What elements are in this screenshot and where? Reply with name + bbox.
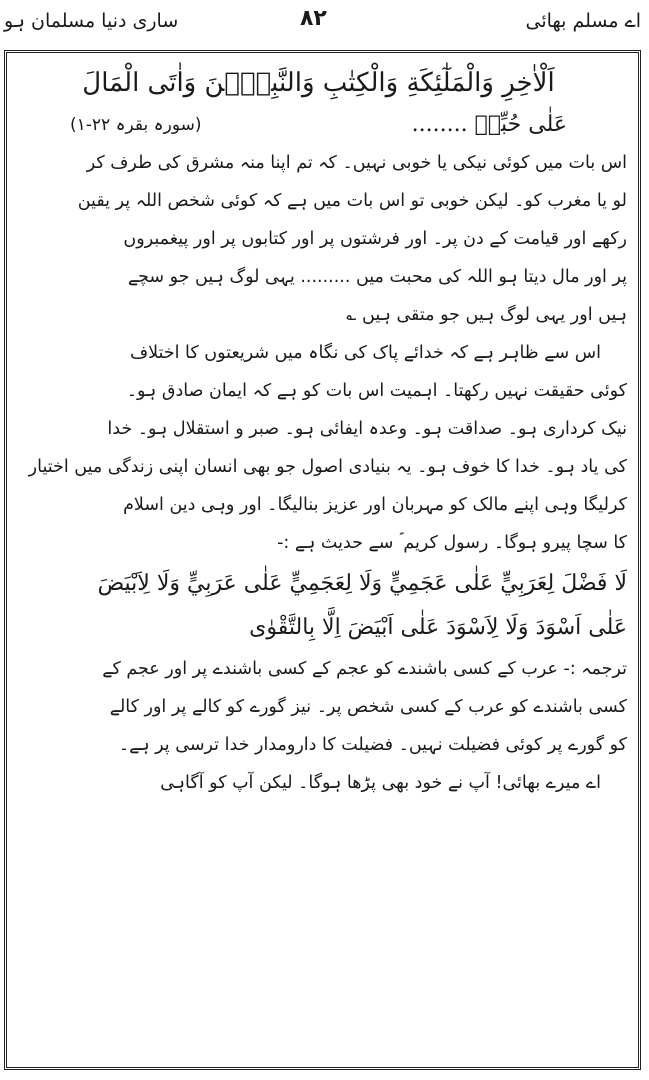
verse-reference: (سورہ بقرہ ۲۲-۱) (70, 115, 202, 135)
body-line: ہیں اور یہی لوگ ہیں جو متقی ہیں ؎ (346, 305, 627, 325)
hadith-line-1: لَا فَضْلَ لِعَرَبِيٍّ عَلٰى عَجَمِيٍّ وَلَا لِعَجَمِيٍّ عَلٰى عَرَبِيٍّ وَلَا لِاَبْيَضَ (97, 571, 627, 596)
translation-line: اے میرے بھائی! آپ نے خود بھی پڑھا ہوگا۔ لیکن آپ کو آگاہی (160, 773, 601, 793)
page-number: ۸۲ (300, 6, 327, 31)
body-line: کا سچا پیرو ہوگا۔ رسول کریم ؐ سے حدیث ہے :- (277, 533, 627, 553)
body-line: کی یاد ہو۔ خدا کا خوف ہو۔ یہ بنیادی اصول جو بھی انسان اپنی زندگی میں اختیار (28, 457, 627, 477)
translation-line: کسی باشندے کو عرب کے کسی شخص پر۔ نیز گورے کو کالے پر اور کالے (109, 697, 627, 717)
body-line: رکھے اور قیامت کے دن پر۔ اور فرشتوں پر اور کتابوں پر اور پیغمبروں (123, 229, 627, 249)
body-line: پر اور مال دیتا ہو اللہ کی محبت میں ......... یہی لوگ ہیں جو سچے (127, 267, 627, 287)
translation-line: کو گورے پر کوئی فضیلت نہیں۔ فضیلت کا دارومدار خدا ترسی پر ہے۔ (118, 735, 627, 755)
body-line: لو یا مغرب کو۔ لیکن خوبی تو اس بات میں ہے کہ کوئی شخص اللہ پر یقین (77, 191, 627, 211)
body-line: اس سے ظاہر ہے کہ خدائے پاک کی نگاہ میں شریعتوں کا اختلاف (129, 343, 601, 363)
verse-line-2 (10, 106, 627, 144)
body-line: کرلیگا وہی اپنے مالک کو مہربان اور عزیز بنالیگا۔ اور وہی دین اسلام (123, 495, 627, 515)
translation-line: ترجمہ :- عرب کے کسی باشندے کو عجم کے کسی باشندے پر اور عجم کے (102, 659, 627, 679)
body-line: اس بات میں کوئی نیکی یا خوبی نہیں۔ کہ تم اپنا منہ مشرق کی طرف کر (86, 153, 627, 173)
hadith-line-2: عَلٰى اَسْوَدَ وَلَا لِاَسْوَدَ عَلٰى اَبْيَضَ اِلَّا بِالتَّقْوٰى (249, 615, 627, 640)
verse-arabic-end: عَلٰى حُبِّهٖ ........ (411, 112, 567, 137)
page-header (0, 0, 649, 44)
page-body (10, 60, 627, 802)
body-line: نیک کرداری ہو۔ صداقت ہو۔ وعدہ ایفائی ہو۔ صبر و استقلال ہو۔ خدا (107, 419, 627, 439)
running-head-left: ساری دنیا مسلمان ہو (4, 10, 179, 32)
running-head-right: اے مسلم بھائی (525, 10, 641, 32)
verse-line-1: اَلْاٰخِرِ وَالْمَلٰٓئِكَةِ وَالْكِتٰبِ وَالنَّبِيّٖنَ وَاٰتَى الْمَالَ (82, 68, 555, 98)
body-line: کوئی حقیقت نہیں رکھتا۔ اہمیت اس بات کو ہے کہ ایمان صادق ہو۔ (126, 381, 627, 401)
